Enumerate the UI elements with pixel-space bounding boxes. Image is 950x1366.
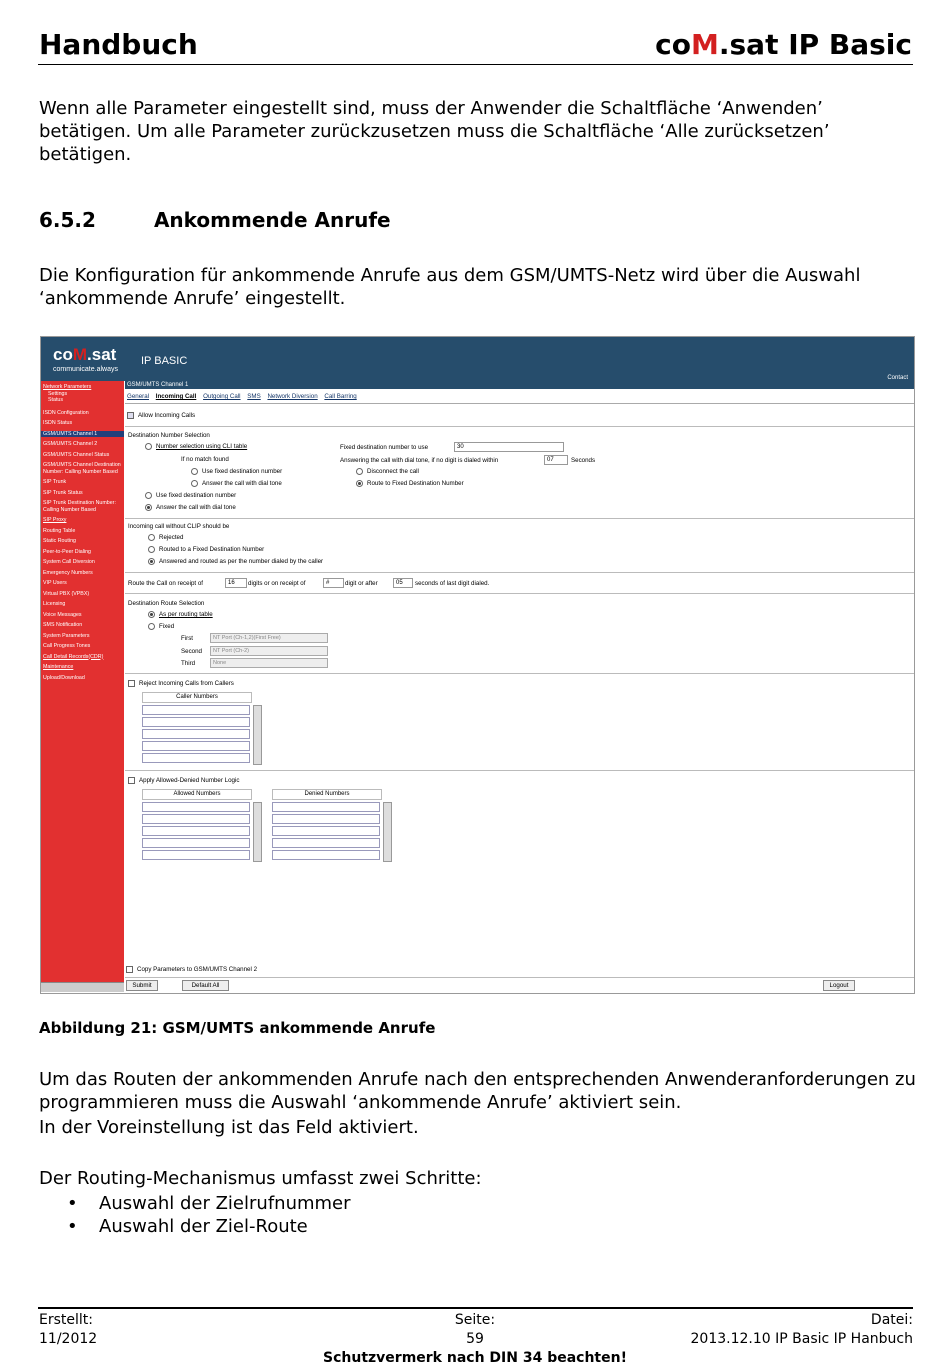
denied-numbers-scrollbar[interactable] xyxy=(383,802,392,862)
sidebar-item-static-routing[interactable]: Static Routing xyxy=(43,538,76,544)
caller-numbers-scrollbar[interactable] xyxy=(253,705,262,765)
route-fixed-row: Route to Fixed Destination Number xyxy=(356,480,464,487)
no-clip-label: Incoming call without CLIP should be xyxy=(128,523,230,530)
use-fixed-dest2-row: Use fixed destination number xyxy=(145,492,236,499)
use-fixed-dest-row: Use fixed destination number xyxy=(191,468,282,475)
answer-dial-tone-row: Answer the call with dial tone xyxy=(191,480,282,487)
allowed-numbers-header: Allowed Numbers xyxy=(142,789,252,800)
tab-outgoing-call[interactable]: Outgoing Call xyxy=(203,393,241,400)
answer-dial-tone2-row: Answer the call with dial tone xyxy=(145,504,236,511)
sidebar-item-sip-trunk[interactable]: SIP Trunk xyxy=(43,479,67,485)
rejected-radio[interactable] xyxy=(148,534,155,541)
sidebar-item-isdn-status[interactable]: ISDN Status xyxy=(43,420,73,426)
sidebar-item-system-parameters[interactable]: System Parameters xyxy=(43,632,90,639)
footer-created-label: Erstellt: xyxy=(39,1312,93,1328)
answered-routed-row: Answered and routed as per the number dialed by the caller xyxy=(148,558,323,565)
rejected-row: Rejected xyxy=(148,534,183,541)
sidebar-item-maintenance[interactable]: Maintenance xyxy=(43,664,74,670)
default-all-button[interactable]: Default All xyxy=(182,980,229,991)
apply-logic-row: Apply Allowed-Denied Number Logic xyxy=(128,777,239,784)
seconds-label: Seconds xyxy=(571,457,596,464)
sidebar-item-sip-proxy[interactable]: SIP Proxy xyxy=(43,517,67,523)
fixed-radio[interactable] xyxy=(148,623,155,630)
allowed-numbers-scrollbar[interactable] xyxy=(253,802,262,862)
first-label: First xyxy=(181,635,194,642)
tab-sms[interactable]: SMS xyxy=(247,393,261,400)
paragraph-mechanism: Der Routing-Mechanismus umfasst zwei Schritte: xyxy=(39,1168,482,1189)
footer-rule xyxy=(38,1307,913,1309)
footer-file-label: Datei: xyxy=(870,1312,913,1328)
as-per-routing-radio[interactable] xyxy=(148,611,155,618)
tab-divider xyxy=(125,403,914,404)
channel-title-bar: GSM/UMTS Channel 1 xyxy=(125,381,915,389)
first-route-select[interactable]: NT Port (Ch-1,2)(First Free) xyxy=(210,633,328,643)
third-route-select[interactable]: None xyxy=(210,658,328,668)
paragraph-default: In der Voreinstellung ist das Feld aktiviert. xyxy=(39,1117,419,1138)
footer-file-value: 2013.12.10 IP Basic IP Hanbuch xyxy=(690,1331,913,1347)
header-rule xyxy=(38,64,913,65)
use-fixed-dest-radio[interactable] xyxy=(191,468,198,475)
sidebar-item-gsm-destination[interactable]: GSM/UMTS Channel Destination Number: Calling Number Based xyxy=(43,462,121,475)
steps-list xyxy=(39,1192,351,1238)
sidebar-item-gsm-status[interactable]: GSM/UMTS Channel Status xyxy=(43,451,110,458)
hash-select[interactable]: # xyxy=(323,578,344,588)
apply-logic-checkbox[interactable] xyxy=(128,777,135,784)
footer-notice: Schutzvermerk nach DIN 34 beachten! xyxy=(323,1350,627,1366)
separator xyxy=(125,518,914,519)
logout-button[interactable]: Logout xyxy=(823,980,855,991)
caller-numbers-header: Caller Numbers xyxy=(142,692,252,703)
fixed-dest-label: Fixed destination number to use xyxy=(340,444,429,451)
sidebar-item-sip-trunk-destination[interactable]: SIP Trunk Destination Number: Calling Number Based xyxy=(43,500,116,513)
logo-tagline: communicate.always xyxy=(53,366,118,373)
disconnect-radio[interactable] xyxy=(356,468,363,475)
fixed-dest-input[interactable]: 30 xyxy=(454,442,564,452)
tab-network-diversion[interactable]: Network Diversion xyxy=(267,393,318,400)
sidebar-item-network-parameters[interactable]: Network Parameters xyxy=(43,384,92,390)
sidebar-item-call-diversion[interactable]: System Call Diversion xyxy=(43,559,95,565)
answered-routed-radio[interactable] xyxy=(148,558,155,565)
denied-numbers-header: Denied Numbers xyxy=(272,789,382,800)
secs-last-label: seconds of last digit dialed. xyxy=(415,580,490,587)
sidebar-item-sms-notification[interactable]: SMS Notification xyxy=(43,622,83,628)
digits-or-label: digits or on receipt of xyxy=(248,580,306,587)
digits-select[interactable]: 16 xyxy=(225,578,247,588)
separator xyxy=(125,572,914,573)
separator xyxy=(125,673,914,674)
sidebar-scrollbar[interactable] xyxy=(41,982,124,992)
sidebar-item-gsm-channel-2[interactable]: GSM/UMTS Channel 2 xyxy=(43,441,98,447)
brand-logo: coM.sat IP Basic xyxy=(655,28,912,61)
allow-incoming-row: Allow Incoming Calls xyxy=(127,412,195,419)
if-no-match-label: If no match found xyxy=(181,456,229,463)
dest-selection-label: Destination Number Selection xyxy=(128,432,210,439)
sidebar-item-vip-users[interactable]: VIP Users xyxy=(43,580,67,586)
routed-fixed-row: Routed to a Fixed Destination Number xyxy=(148,546,264,553)
tab-incoming-call[interactable]: Incoming Call xyxy=(155,393,197,400)
disconnect-row: Disconnect the call xyxy=(356,468,419,475)
sidebar-item-upload-download[interactable]: Upload/Download xyxy=(43,674,85,681)
digit-after-label: digit or after xyxy=(345,580,378,587)
dest-route-label: Destination Route Selection xyxy=(128,600,205,607)
route-receipt-label: Route the Call on receipt of xyxy=(128,580,203,587)
list-item: • Auswahl der Ziel-Route xyxy=(39,1215,351,1238)
second-label: Second xyxy=(181,648,202,655)
sidebar-item-p2p-dialing[interactable]: Peer-to-Peer Dialing xyxy=(43,548,91,555)
num-cli-row: Number selection using CLI table xyxy=(145,443,247,450)
sidebar-item-voice-messages[interactable]: Voice Messages xyxy=(43,611,82,618)
footer-page-value: 59 xyxy=(466,1331,484,1347)
product-name: IP BASIC xyxy=(141,355,188,367)
allowed-numbers-list[interactable] xyxy=(142,802,250,860)
footer-created-value: 11/2012 xyxy=(39,1331,98,1347)
sidebar-item-call-progress-tones[interactable]: Call Progress Tones xyxy=(43,643,91,649)
tab-general[interactable]: General xyxy=(127,393,150,400)
separator xyxy=(125,977,914,978)
denied-numbers-list[interactable] xyxy=(272,802,380,860)
answer-dial-tone-radio[interactable] xyxy=(191,480,198,487)
as-per-routing-row: As per routing table xyxy=(148,611,213,618)
answering-label: Answering the call with dial tone, if no digit is dialed within xyxy=(340,457,499,464)
sidebar-item-settings[interactable]: Settings xyxy=(48,390,68,397)
second-route-select[interactable]: NT Port (Ch-2) xyxy=(210,646,328,656)
sidebar xyxy=(41,381,124,984)
answer-dial-tone2-radio[interactable] xyxy=(145,504,152,511)
copy-params-row: Copy Parameters to GSM/UMTS Channel 2 xyxy=(126,966,257,973)
sidebar-item-routing-table[interactable]: Routing Table xyxy=(43,527,76,534)
num-cli-radio[interactable] xyxy=(145,443,152,450)
use-fixed-dest2-radio[interactable] xyxy=(145,492,152,499)
submit-button[interactable]: Submit xyxy=(126,980,158,991)
paragraph-config: Die Konfiguration für ankommende Anrufe aus dem GSM/UMTS-Netz wird über die Auswahl ‘ankommende Anrufe’ eingestellt. xyxy=(39,265,861,309)
reject-callers-checkbox[interactable] xyxy=(128,680,135,687)
sidebar-item-vpbx[interactable]: Virtual PBX (VPBX) xyxy=(43,590,90,597)
reject-callers-row: Reject Incoming Calls from Callers xyxy=(128,680,234,687)
figure-caption: Abbildung 21: GSM/UMTS ankommende Anrufe xyxy=(39,1019,436,1037)
route-fixed-radio[interactable] xyxy=(356,480,363,487)
tab-call-barring[interactable]: Call Barring xyxy=(324,393,357,400)
paragraph-apply: Wenn alle Parameter eingestellt sind, muss der Anwender die Schaltfläche ‘Anwenden’ betätigen. Um alle Parameter zurückzusetzen muss die Schaltfläche ‘Alle zurücksetzen’ betätigen. xyxy=(39,98,830,165)
allow-incoming-checkbox[interactable] xyxy=(127,412,134,419)
sidebar-item-emergency[interactable]: Emergency Numbers xyxy=(43,569,93,576)
comsat-logo: coM.sat xyxy=(53,345,117,364)
list-item: • Auswahl der Zielrufnummer xyxy=(39,1192,351,1215)
paragraph-routing: Um das Routen der ankommenden Anrufe nach den entsprechenden Anwenderanforderungen zu programmieren muss die Auswahl ‘ankommende Anrufe’ aktiviert sein. xyxy=(39,1069,916,1113)
sidebar-item-sip-trunk-status[interactable]: SIP Trunk Status xyxy=(43,489,83,496)
separator xyxy=(125,426,914,427)
sidebar-item-status[interactable]: Status xyxy=(48,397,64,403)
answering-seconds-input[interactable]: 07 xyxy=(544,455,568,465)
sidebar-item-isdn-config[interactable]: ISDN Configuration xyxy=(43,409,89,416)
fixed-row: Fixed xyxy=(148,623,174,630)
sidebar-item-gsm-channel-1[interactable]: GSM/UMTS Channel 1 xyxy=(41,431,124,438)
routed-fixed-radio[interactable] xyxy=(148,546,155,553)
page-header-title: Handbuch xyxy=(39,28,198,61)
tab-bar xyxy=(127,393,362,400)
section-heading: 6.5.2 Ankommende Anrufe xyxy=(39,208,391,232)
ui-screenshot xyxy=(40,336,915,994)
separator xyxy=(125,593,914,594)
seconds-after-input[interactable]: 05 xyxy=(393,578,413,588)
footer-page-label: Seite: xyxy=(454,1312,496,1328)
third-label: Third xyxy=(181,660,196,667)
contact-link[interactable]: Contact xyxy=(887,375,908,381)
separator xyxy=(125,770,914,771)
caller-numbers-list[interactable] xyxy=(142,705,250,763)
sidebar-item-licensing[interactable]: Licensing xyxy=(43,601,66,607)
copy-params-checkbox[interactable] xyxy=(126,966,133,973)
sidebar-item-cdr[interactable]: Call Detail Records(CDR) xyxy=(43,653,104,660)
